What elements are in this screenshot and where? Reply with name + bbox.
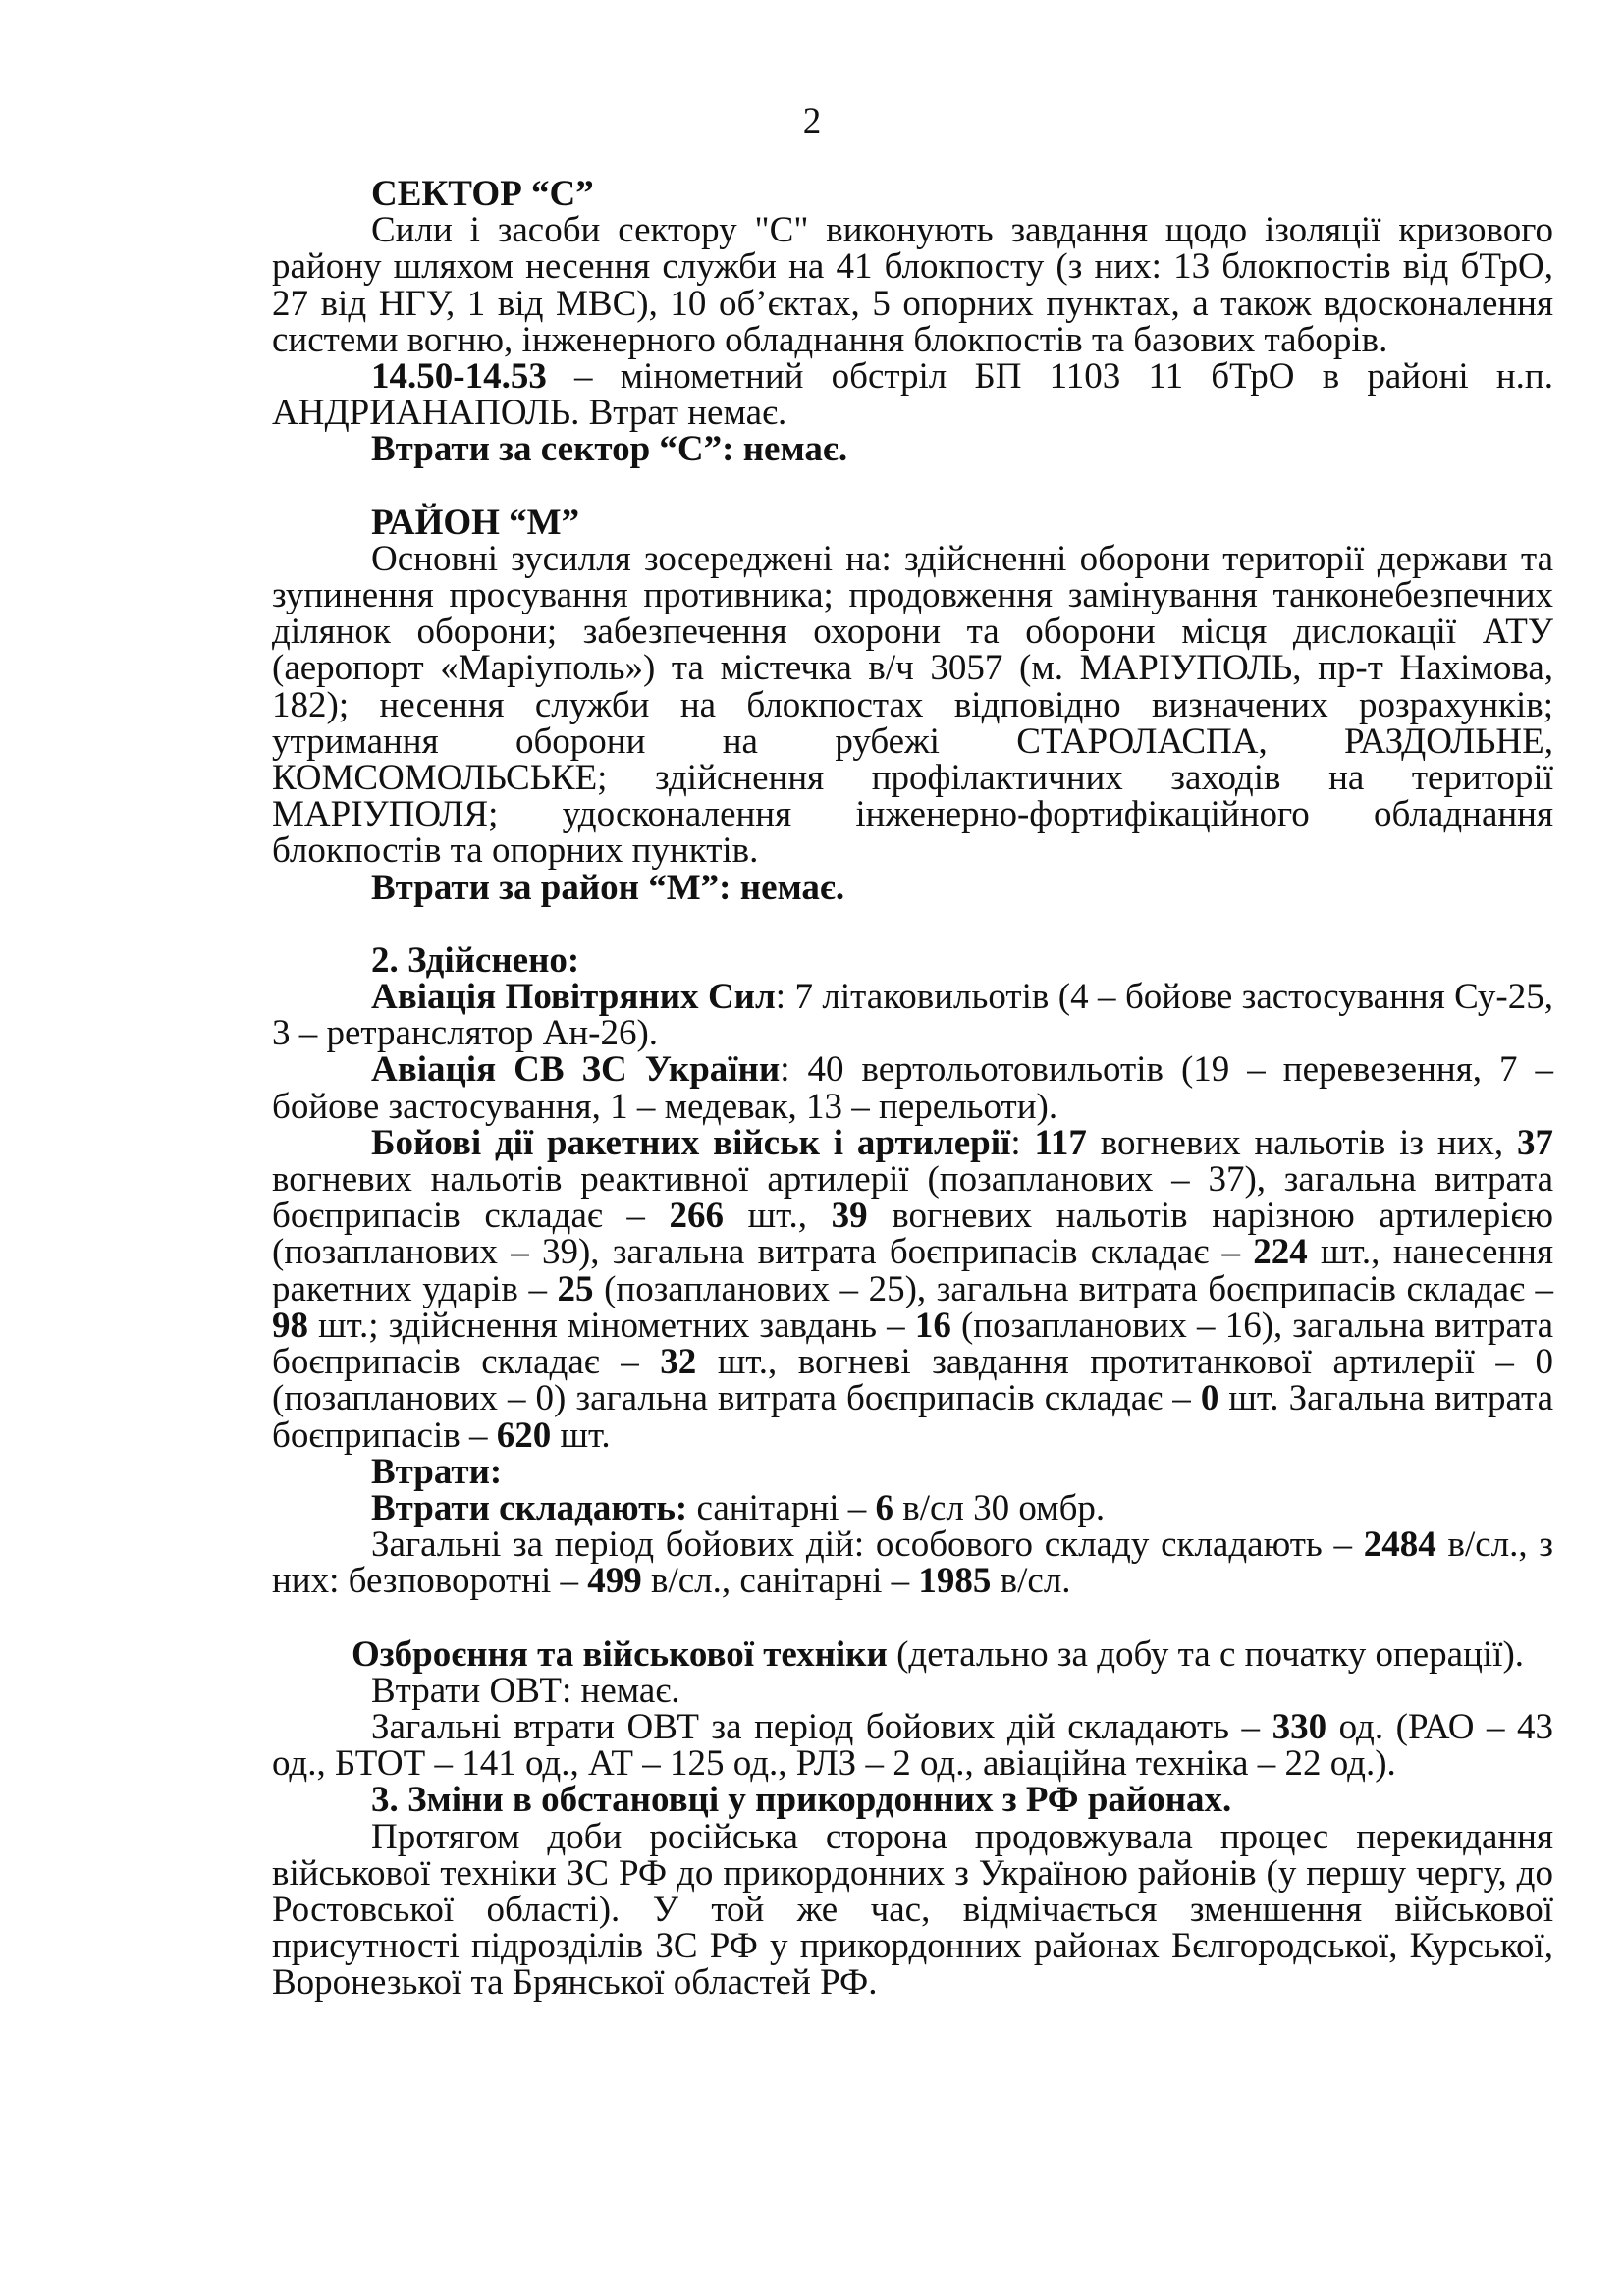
artillery-text: вогневих нальотів нарізною артилерією (позапланових – 39), загальна витрата боєприпасів складає – [272, 1196, 1553, 1273]
artillery-paragraph [272, 1122, 1554, 1456]
event-time: 14.50-14.53 [371, 356, 547, 398]
army-aviation-label: Авіація СВ ЗС України [371, 1049, 781, 1091]
weapons-total-text: од. (РАО – 43 од., БТОТ – 141 од., АТ – 125 од., РЛЗ – 2 од., авіаційна техніка – 22 од.). [272, 1706, 1553, 1785]
artillery-text: шт.; здійснення мінометних завдань – [308, 1305, 915, 1346]
artillery-text: вогневих нальотів із них, [1086, 1122, 1518, 1163]
losses-text: в/сл 30 омбр. [893, 1487, 1106, 1528]
event-text: – мінометний обстріл БП 1103 11 бТрО в районі н.п. АНДРИАНАПОЛЬ. Втрат немає. [272, 356, 1553, 434]
artillery-label: Бойові дії ракетних військ і артилерії [371, 1122, 1011, 1163]
artillery-number: 117 [1034, 1122, 1087, 1163]
artillery-text: вогневих нальотів реактивної артилерії (позапланових – 37), загальна витрата боєприпасів складає – [272, 1159, 1553, 1237]
artillery-number: 98 [272, 1305, 308, 1346]
sector-c-event [272, 356, 1553, 434]
artillery-text: шт. [551, 1415, 611, 1456]
sector-c-paragraph: Сили і засоби сектору "С" виконують завдання щодо ізоляції кризового району шляхом несення служби на 41 блокпосту (з них: 13 блокпостів від бТрО, 27 від НГУ, 1 від МВС), 10 об’єктах, 5 опорних пунктах, а також вдосконалення системи вогню, інженерного обладнання блокпостів та базових таборів. [272, 210, 1553, 360]
losses-text: санітарні – [687, 1487, 876, 1528]
weapons-title [272, 1633, 1553, 1675]
total-text: Загальні за період бойових дій: особового складу складають – [371, 1524, 1364, 1566]
border-heading: 3. Зміни в обстановці у прикордонних з РФ районах. [371, 1780, 1232, 1821]
artillery-text: шт., [724, 1196, 832, 1237]
artillery-number: 32 [660, 1342, 697, 1383]
total-number: 2484 [1363, 1524, 1436, 1566]
artillery-number: 224 [1253, 1232, 1308, 1273]
artillery-text: (позапланових – 25), загальна витрата боєприпасів складає – [593, 1268, 1553, 1309]
weapons-text: (детально за добу та с початку операції). [887, 1633, 1525, 1675]
section-done [272, 939, 1554, 1602]
artillery-number: 25 [557, 1268, 594, 1309]
weapons-losses: Втрати ОВТ: немає. [371, 1670, 680, 1711]
district-m-losses: Втрати за район “М”: немає. [371, 867, 845, 908]
section-weapons [272, 1633, 1553, 2003]
district-m-heading: РАЙОН “М” [371, 502, 580, 543]
artillery-number: 620 [496, 1415, 552, 1456]
section-district-m [272, 502, 1553, 908]
artillery-number: 16 [914, 1305, 951, 1346]
air-force-paragraph [272, 977, 1553, 1054]
page-number: 2 [802, 101, 822, 141]
artillery-number: 0 [1200, 1378, 1219, 1419]
artillery-number: 266 [669, 1196, 724, 1237]
total-text: в/сл., санітарні – [641, 1561, 919, 1602]
air-force-text: : 7 літаковильотів (4 – бойове застосування Су-25, 3 – ретранслятор Ан-26). [272, 977, 1553, 1054]
losses-number: 6 [875, 1487, 893, 1528]
sector-c-losses: Втрати за сектор “С”: немає. [371, 429, 848, 470]
total-text: в/сл. [991, 1561, 1071, 1602]
total-number: 1985 [918, 1561, 992, 1602]
weapons-total [272, 1706, 1553, 1785]
artillery-text: : [1010, 1122, 1035, 1163]
losses-label: Втрати складають: [371, 1487, 688, 1528]
weapons-total-text: Загальні втрати ОВТ за період бойових дій складають – [371, 1706, 1272, 1747]
losses-line [272, 1487, 1553, 1528]
army-aviation-text: : 40 вертольотовильотів (19 – перевезення, 7 – бойове застосування, 1 – медевак, 13 – перельоти). [272, 1049, 1553, 1127]
weapons-total-number: 330 [1272, 1706, 1327, 1747]
artillery-text: шт., нанесення ракетних ударів – [272, 1232, 1553, 1309]
border-paragraph: Протягом доби російська сторона продовжувала процес перекидання військової техніки ЗС РФ до прикордонних з Україною районів (у першу чергу, до Ростовської області). У той же час, відмічається зменшення військової присутності підрозділів ЗС РФ у прикордонних районах Бєлгородської, Курської, Воронезької та Брянської областей РФ. [272, 1816, 1553, 2003]
artillery-text: шт. Загальна витрата боєприпасів – [272, 1378, 1553, 1456]
total-losses-paragraph [272, 1524, 1553, 1602]
section-sector-c [272, 176, 1553, 468]
air-force-label: Авіація Повітряних Сил [371, 977, 776, 1018]
artillery-text: (позапланових – 16), загальна витрата боєприпасів складає – [272, 1305, 1553, 1383]
sector-c-heading: СЕКТОР “С” [371, 174, 594, 214]
artillery-text: шт., вогневі завдання протитанкової артилерії – 0 (позапланових – 0) загальна витрата боєприпасів складає – [272, 1342, 1553, 1419]
district-m-paragraph: Основні зусилля зосереджені на: здійсненні оборони території держави та зупинення просування противника; продовження замінування танконебезпечних ділянок оборони; забезпечення охорони та оборони місця дислокації АТУ (аеропорт «Маріуполь») та містечка в/ч 3057 (м. МАРІУПОЛЬ, пр-т Нахімова, 182); несення служби на блокпостах відповідно визначених розрахунків; утримання оборони на рубежі СТАРОЛАСПА, РАЗДОЛЬНЕ, КОМСОМОЛЬСЬКЕ; здійснення профілактичних заходів на території МАРІУПОЛЯ; удосконалення інженерно-фортифікаційного обладнання блокпостів та опорних пунктів. [272, 538, 1553, 872]
artillery-number: 39 [831, 1196, 868, 1237]
losses-heading: Втрати: [371, 1451, 503, 1492]
total-number: 499 [587, 1561, 642, 1602]
weapons-label: Озброєння та військової техніки [352, 1633, 888, 1675]
artillery-number: 37 [1517, 1122, 1554, 1163]
army-aviation-paragraph [272, 1049, 1553, 1127]
total-text: в/сл., з них: безповоротні – [272, 1524, 1553, 1602]
done-heading: 2. Здійснено: [371, 939, 580, 981]
document-body [272, 176, 1553, 2002]
